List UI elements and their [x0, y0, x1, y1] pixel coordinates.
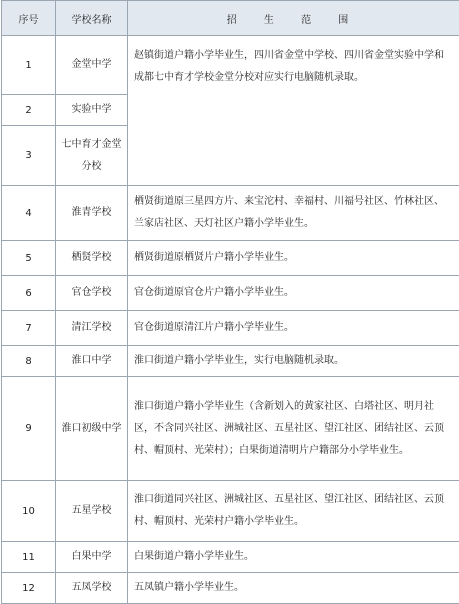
- table-row: [2, 311, 459, 346]
- row-school: 金堂中学: [56, 36, 128, 95]
- row-school: 五凤学校: [56, 573, 128, 604]
- row-seq: 2: [2, 95, 56, 126]
- row-seq: 5: [2, 241, 56, 276]
- header-school: 学校名称: [56, 1, 128, 36]
- table-row: [2, 241, 459, 276]
- row-range: 官仓街道原官仓片户籍小学毕业生。: [128, 276, 459, 311]
- table-row: [2, 481, 459, 542]
- row-school: 五星学校: [56, 481, 128, 542]
- row-range: 淮口街道同兴社区、洲城社区、五星社区、望江社区、团结社区、云顶村、帽顶村、光荣村户籍小学毕业生。: [128, 481, 459, 542]
- row-school: 淮口中学: [56, 346, 128, 377]
- row-school: 栖贤学校: [56, 241, 128, 276]
- row-school: 官仓学校: [56, 276, 128, 311]
- row-seq: 7: [2, 311, 56, 346]
- row-seq: 4: [2, 186, 56, 241]
- row-range: 淮口街道户籍小学毕业生（含新划入的黄家社区、白塔社区、明月社区，不含同兴社区、洲城社区、五星社区、望江社区、团结社区、云顶村、帽顶村、光荣村）；白果街道清明片户籍部分小学毕业生。: [128, 377, 459, 481]
- row-school: 清江学校: [56, 311, 128, 346]
- table-row: [2, 186, 459, 241]
- row-range: 淮口街道户籍小学毕业生，实行电脑随机录取。: [128, 346, 459, 377]
- table-header-row: [2, 1, 459, 36]
- header-range: 招 生 范 围: [128, 1, 459, 36]
- row-seq: 3: [2, 126, 56, 186]
- row-range: 五凤镇户籍小学毕业生。: [128, 573, 459, 604]
- row-range: 官仓街道原清江片户籍小学毕业生。: [128, 311, 459, 346]
- table-row: [2, 377, 459, 481]
- row-range: 栖贤街道原三星四方片、来宝沱村、幸福村、川福号社区、竹林社区、兰家店社区、天灯社区户籍小学毕业生。: [128, 186, 459, 241]
- row-range: 赵镇街道户籍小学毕业生，四川省金堂中学校、四川省金堂实验中学和成都七中育才学校金堂分校对应实行电脑随机录取。: [128, 36, 459, 186]
- row-seq: 6: [2, 276, 56, 311]
- row-seq: 10: [2, 481, 56, 542]
- row-range: 栖贤街道原栖贤片户籍小学毕业生。: [128, 241, 459, 276]
- row-school: 淮青学校: [56, 186, 128, 241]
- row-seq: 11: [2, 542, 56, 573]
- row-seq: 12: [2, 573, 56, 604]
- table-row: [2, 276, 459, 311]
- row-seq: 1: [2, 36, 56, 95]
- table-row: [2, 542, 459, 573]
- header-seq: 序号: [2, 1, 56, 36]
- row-range: 白果街道户籍小学毕业生。: [128, 542, 459, 573]
- row-school: 七中育才金堂分校: [56, 126, 128, 186]
- table-row: [2, 573, 459, 604]
- row-seq: 8: [2, 346, 56, 377]
- table-row: [2, 36, 459, 95]
- row-seq: 9: [2, 377, 56, 481]
- row-school: 实验中学: [56, 95, 128, 126]
- table-row: [2, 346, 459, 377]
- enrollment-table: [1, 0, 459, 604]
- row-school: 白果中学: [56, 542, 128, 573]
- row-school: 淮口初级中学: [56, 377, 128, 481]
